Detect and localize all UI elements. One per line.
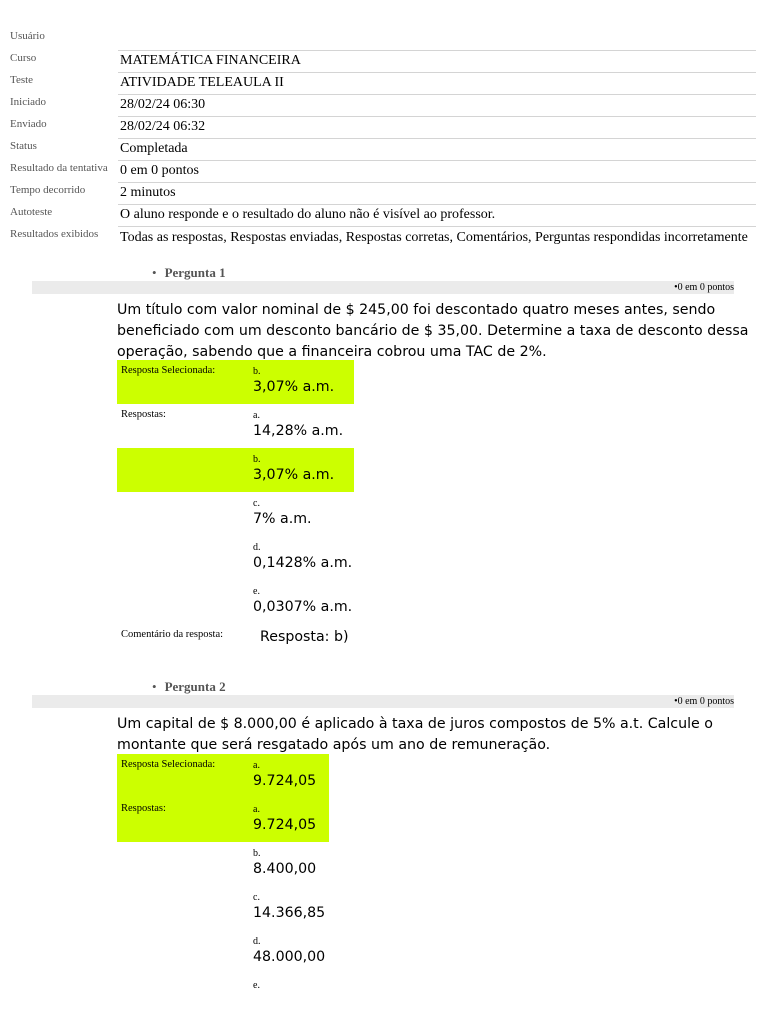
bullet: • — [152, 265, 157, 280]
answer-letter: e. — [253, 980, 260, 991]
summary-value — [118, 28, 756, 49]
selected-answer-row — [117, 754, 329, 798]
question-points: •0 em 0 pontos — [674, 696, 734, 707]
answer-value: 0,0307% a.m. — [253, 599, 353, 615]
answer-letter: c. — [253, 498, 260, 509]
bullet: • — [152, 679, 157, 694]
summary-value: Todas as respostas, Respostas enviadas, Respostas corretas, Comentários, Perguntas respondidas incorretamente — [118, 226, 756, 245]
answer-value: 0,1428% a.m. — [253, 555, 353, 571]
summary-row-status — [0, 138, 768, 160]
answer-letter: b. — [253, 366, 261, 377]
answer-row-c — [117, 886, 329, 930]
summary-row-result — [0, 160, 768, 182]
question-points: •0 em 0 pontos — [674, 282, 734, 293]
summary-label: Teste — [10, 74, 34, 86]
summary-row-results-shown — [0, 226, 768, 260]
answer-value: 48.000,00 — [253, 949, 326, 965]
answer-value: 9.724,05 — [253, 773, 317, 789]
summary-row-test — [0, 72, 768, 94]
answers-label: Respostas: — [121, 409, 166, 420]
answer-row-e — [117, 580, 354, 624]
answer-row-d — [117, 536, 354, 580]
summary-value: 28/02/24 06:30 — [118, 94, 756, 116]
answer-row-b-correct — [117, 448, 354, 492]
answer-value: 14.366,85 — [253, 905, 326, 921]
answer-letter: c. — [253, 892, 260, 903]
summary-label: Tempo decorrido — [10, 184, 86, 196]
summary-label: Status — [10, 140, 37, 152]
answer-row-b — [117, 842, 329, 886]
summary-value: ATIVIDADE TELEAULA II — [118, 72, 756, 94]
selected-answer-label: Resposta Selecionada: — [121, 759, 216, 770]
summary-value: Completada — [118, 138, 756, 160]
answer-letter: b. — [253, 848, 261, 859]
summary-label: Resultado da tentativa — [10, 162, 108, 174]
answer-row-a-correct — [117, 798, 329, 842]
summary-row-user — [0, 28, 768, 50]
comment-value: Resposta: b) — [260, 629, 349, 645]
comment-label: Comentário da resposta: — [121, 629, 224, 640]
answer-letter: b. — [253, 454, 261, 465]
answer-value: 14,28% a.m. — [253, 423, 344, 439]
answer-letter: d. — [253, 936, 261, 947]
question-title — [152, 265, 226, 281]
summary-value: 0 em 0 pontos — [118, 160, 756, 182]
selected-answer-row — [117, 360, 354, 404]
summary-value: 28/02/24 06:32 — [118, 116, 756, 138]
summary-row-started — [0, 94, 768, 116]
answer-row-a — [117, 404, 354, 448]
summary-label: Curso — [10, 52, 37, 64]
question-points-bar — [32, 281, 734, 294]
summary-row-course — [0, 50, 768, 72]
answer-value: 9.724,05 — [253, 817, 317, 833]
summary-label: Iniciado — [10, 96, 47, 108]
answer-value: 3,07% a.m. — [253, 467, 335, 483]
attempt-summary — [0, 28, 768, 260]
answers-label: Respostas: — [121, 803, 166, 814]
answer-row-c — [117, 492, 354, 536]
answer-letter: a. — [253, 760, 260, 771]
summary-label: Usuário — [10, 30, 45, 42]
answer-letter: a. — [253, 410, 260, 421]
question-title — [152, 679, 226, 695]
question-title-text: Pergunta 2 — [164, 679, 226, 694]
summary-value: O aluno responde e o resultado do aluno não é visível ao professor. — [118, 204, 756, 226]
summary-row-selftest — [0, 204, 768, 226]
question-text: Um capital de $ 8.000,00 é aplicado à taxa de juros compostos de 5% a.t. Calcule o montante que será resgatado após um ano de remuneração. — [117, 716, 713, 753]
question-title-text: Pergunta 1 — [164, 265, 226, 280]
answer-letter: a. — [253, 804, 260, 815]
question-points-bar — [32, 695, 734, 708]
answer-letter: e. — [253, 586, 260, 597]
answer-letter: d. — [253, 542, 261, 553]
summary-value: MATEMÁTICA FINANCEIRA — [118, 50, 756, 72]
answer-value: 7% a.m. — [253, 511, 312, 527]
answer-value: 8.400,00 — [253, 861, 317, 877]
summary-value: 2 minutos — [118, 182, 756, 204]
summary-label: Enviado — [10, 118, 47, 130]
question-text: Um título com valor nominal de $ 245,00 foi descontado quatro meses antes, sendo beneficiado com um desconto bancário de $ 35,00. Determine a taxa de desconto dessa operação, sabendo que a financeira cobrou uma TAC de 2%. — [117, 302, 749, 360]
summary-row-elapsed — [0, 182, 768, 204]
answer-value: 3,07% a.m. — [253, 379, 335, 395]
summary-row-submitted — [0, 116, 768, 138]
summary-label: Autoteste — [10, 206, 53, 218]
answer-row-e — [117, 974, 329, 1018]
answer-row-d — [117, 930, 329, 974]
summary-label: Resultados exibidos — [10, 228, 99, 240]
selected-answer-label: Resposta Selecionada: — [121, 365, 216, 376]
